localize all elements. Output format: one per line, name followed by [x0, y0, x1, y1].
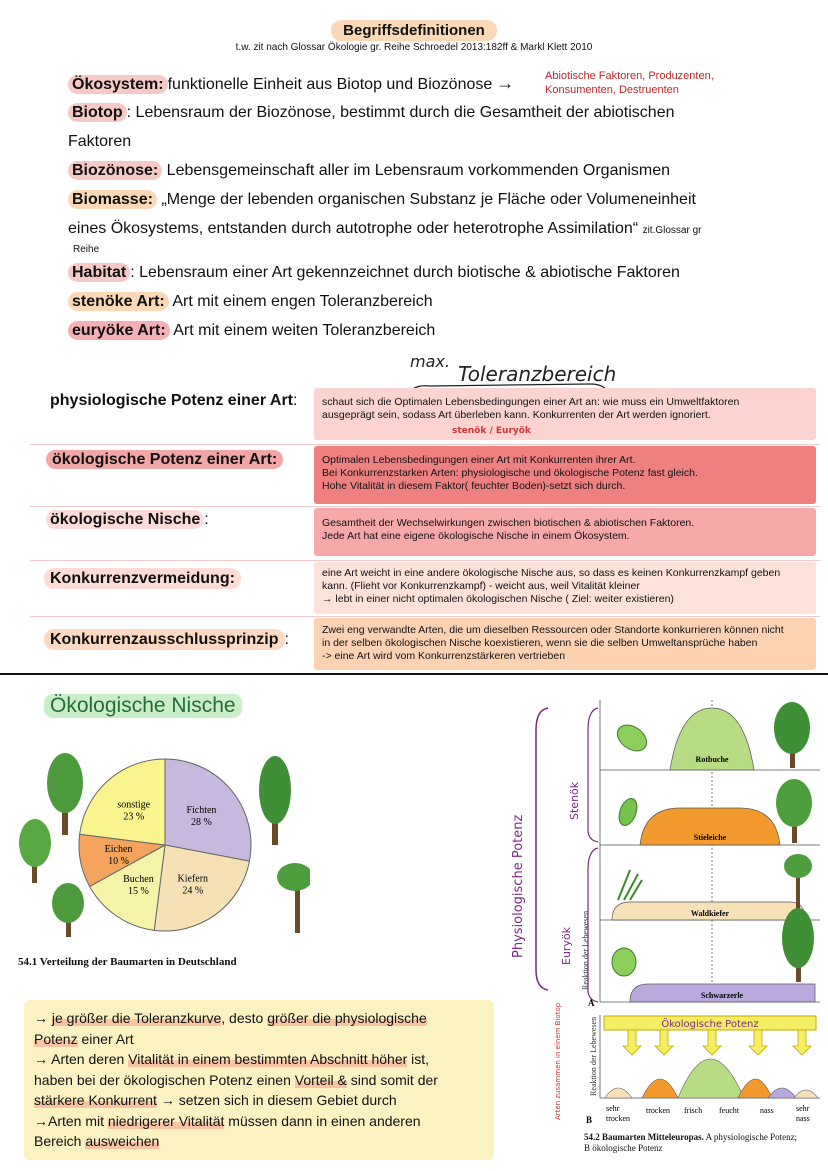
- potenz-figure: [500, 690, 825, 1130]
- biomasse-cite: Reihe: [73, 244, 100, 255]
- tree-icon: [259, 756, 291, 845]
- leaf-icon: [616, 796, 641, 828]
- row-label-vermeidung: Konkurrenzvermeidung:: [44, 570, 241, 588]
- hw-arten-label: Arten zusammen in einem Biotop: [554, 1002, 562, 1120]
- svg-text:feucht: feucht: [719, 1106, 739, 1115]
- row-label-ausschluss: Konkurrenzausschlussprinzip :: [44, 631, 289, 649]
- oekosystem-note: Abiotische Faktoren, Produzenten, Konsumenten, Destruenten: [545, 70, 714, 96]
- section-divider: [0, 673, 828, 675]
- row-box-vermeidung: eine Art weicht in eine andere ökologische Nische aus, so dass es keinen Konkurrenzkampf geben kann. (Flieht vor Konkurrenzkampf) - weicht aus, weil Vitalität kleiner → lebt in einer nicht optimalen ökologischen Nische ( Ziel: weiter existieren): [314, 562, 816, 614]
- svg-text:nass: nass: [760, 1106, 774, 1115]
- row-divider: [30, 444, 820, 445]
- leaf-icon: [612, 948, 636, 976]
- svg-text:Waldkiefer: Waldkiefer: [690, 909, 730, 918]
- pie-value-label: 23 %: [123, 811, 145, 823]
- svg-text:Rotbuche: Rotbuche: [695, 755, 729, 764]
- def-biotop: Biotop : Lebensraum der Biozönose, bestimmt durch die Gesamtheit der abiotischen Faktoren: [68, 104, 675, 150]
- leaf-icon: [613, 720, 652, 756]
- def-oekosystem: Ökosystem: funktionelle Einheit aus Biotop und Biozönose →: [68, 69, 748, 99]
- svg-text:Reaktion der Lebewesen: Reaktion der Lebewesen: [589, 1016, 598, 1096]
- svg-text:nass: nass: [796, 1114, 810, 1123]
- pie-value-label: 28 %: [191, 816, 212, 828]
- svg-text:frisch: frisch: [684, 1106, 703, 1115]
- hw-euryoek-label: Euryök: [560, 926, 573, 965]
- svg-text:sehr: sehr: [796, 1104, 810, 1113]
- page-title: Begriffsdefinitionen: [0, 22, 828, 40]
- tree-icon: [774, 702, 810, 768]
- svg-text:Schwarzerle: Schwarzerle: [700, 991, 744, 1000]
- tree-icon: [776, 779, 812, 843]
- tree-icon: [52, 883, 84, 937]
- figure-caption-right: 54.2 Baumarten Mitteleuropas. A physiologische Potenz; B ökologische Potenz: [584, 1132, 798, 1153]
- row-divider: [30, 616, 820, 617]
- y-axis-label: Reaktion der Lebewesen: [581, 910, 590, 990]
- pie-label: sonstige: [117, 799, 151, 811]
- row-box-ausschluss: Zwei eng verwandte Arten, die um dieselben Ressourcen oder Standorte konkurrieren können nicht in der selben ökologischen Nische koexistieren, wenn sie die selben Umweltansprüche haben -> eine Art wird vom Konkurrenzstärkeren vertrieben: [314, 618, 816, 670]
- pie-label: Buchen: [123, 874, 154, 886]
- svg-text:trocken: trocken: [646, 1106, 670, 1115]
- needle-icon: [618, 870, 642, 900]
- tree-icon: [277, 863, 310, 933]
- pie-value-label: 10 %: [108, 855, 129, 867]
- tree-icon: [19, 819, 51, 883]
- figure-caption: 54.1 Verteilung der Baumarten in Deutschland: [18, 956, 237, 968]
- note-box: → je größer die Toleranzkurve, desto größer die physiologische Potenz einer Art → Arten deren Vitalität in einem bestimmten Abschnitt höher ist, haben bei der ökologischen Potenz einen Vorteil & sind somit der stärkere Konkurrent → setzen sich in diesem Gebiet durch →Arten mit niedrigerer Vitalität müssen dann in einen anderen Bereich ausweichen: [24, 1000, 494, 1160]
- def-habitat: Habitat : Lebensraum einer Art gekennzeichnet durch biotische & abiotische Faktoren: [68, 258, 748, 287]
- def-biomasse: Biomasse: „Menge der lebenden organischen Substanz je Fläche oder Volumeneinheit eines Ökosystems, entstanden durch autotrophe oder heterotrophe Assimilation“ zit.Glossar gr: [68, 191, 702, 237]
- hw-physio-label: Physiologische Potenz: [511, 814, 526, 958]
- pie-label: Fichten: [186, 804, 217, 816]
- row-divider: [30, 506, 820, 507]
- svg-text:trocken: trocken: [606, 1114, 630, 1123]
- page-subtitle: t.w. zit nach Glossar Ökologie gr. Reihe Schroedel 2013:182ff & Markl Klett 2010: [235, 42, 593, 53]
- pie-label: Eichen: [104, 843, 133, 855]
- row-divider: [30, 560, 820, 561]
- def-euryoek: euryöke Art: Art mit einem weiten Toleranzbereich: [68, 316, 748, 345]
- row-label-physio: physiologische Potenz einer Art:: [50, 392, 298, 409]
- niche-title: Ökologische Nische: [44, 694, 242, 718]
- row-box-oeko: Optimalen Lebensbedingungen einer Art mit Konkurrenten ihrer Art. Bei Konkurrenzstarken Arten: physiologische und ökologische Potenz fast gleich. Hohe Vitalität in diesem Faktor( feuchter Boden)-setzt sich durch.: [314, 446, 816, 504]
- def-stenoek: stenöke Art: Art mit einem engen Toleranzbereich: [68, 287, 748, 316]
- hw-max: max.: [410, 352, 450, 371]
- hw-stenoek-euryoek: stenök / Euryök: [452, 426, 531, 436]
- svg-text:B: B: [586, 1115, 593, 1125]
- tree-icon: [782, 908, 814, 982]
- hw-toleranzbereich: Toleranzbereich: [458, 362, 617, 386]
- term-oekosystem: Ökosystem:: [68, 75, 168, 94]
- hw-stenoek-label: Stenök: [568, 781, 581, 820]
- svg-text:A: A: [588, 998, 595, 1008]
- row-label-nische: ökologische Nische :: [46, 511, 209, 529]
- pie-chart-area: [10, 745, 310, 955]
- row-label-oeko: ökologische Potenz einer Art:: [46, 451, 283, 469]
- pie-value-label: 24 %: [182, 885, 204, 897]
- pie-value-label: 15 %: [127, 886, 149, 898]
- pie-label: Kiefern: [177, 873, 209, 885]
- hw-oeko-label: Ökologische Potenz: [661, 1019, 759, 1030]
- tree-icon: [47, 753, 83, 835]
- row-box-nische: Gesamtheit der Wechselwirkungen zwischen biotischen & abiotischen Faktoren. Jede Art hat eine eigene ökologische Nische in einem Ökosystem.: [314, 508, 816, 556]
- def-biozoenose: Biozönose: Lebensgemeinschaft aller im Lebensraum vorkommenden Organismen: [68, 156, 748, 185]
- row-box-physio: schaut sich die Optimalen Lebensbedingungen einer Art an: wie muss ein Umweltfaktoren ausgeprägt sein, sodass Art überleben kann. Konkurrenten der Art werden ignoriert.: [314, 388, 816, 440]
- svg-text:sehr: sehr: [606, 1104, 620, 1113]
- svg-text:Stieleiche: Stieleiche: [693, 833, 727, 842]
